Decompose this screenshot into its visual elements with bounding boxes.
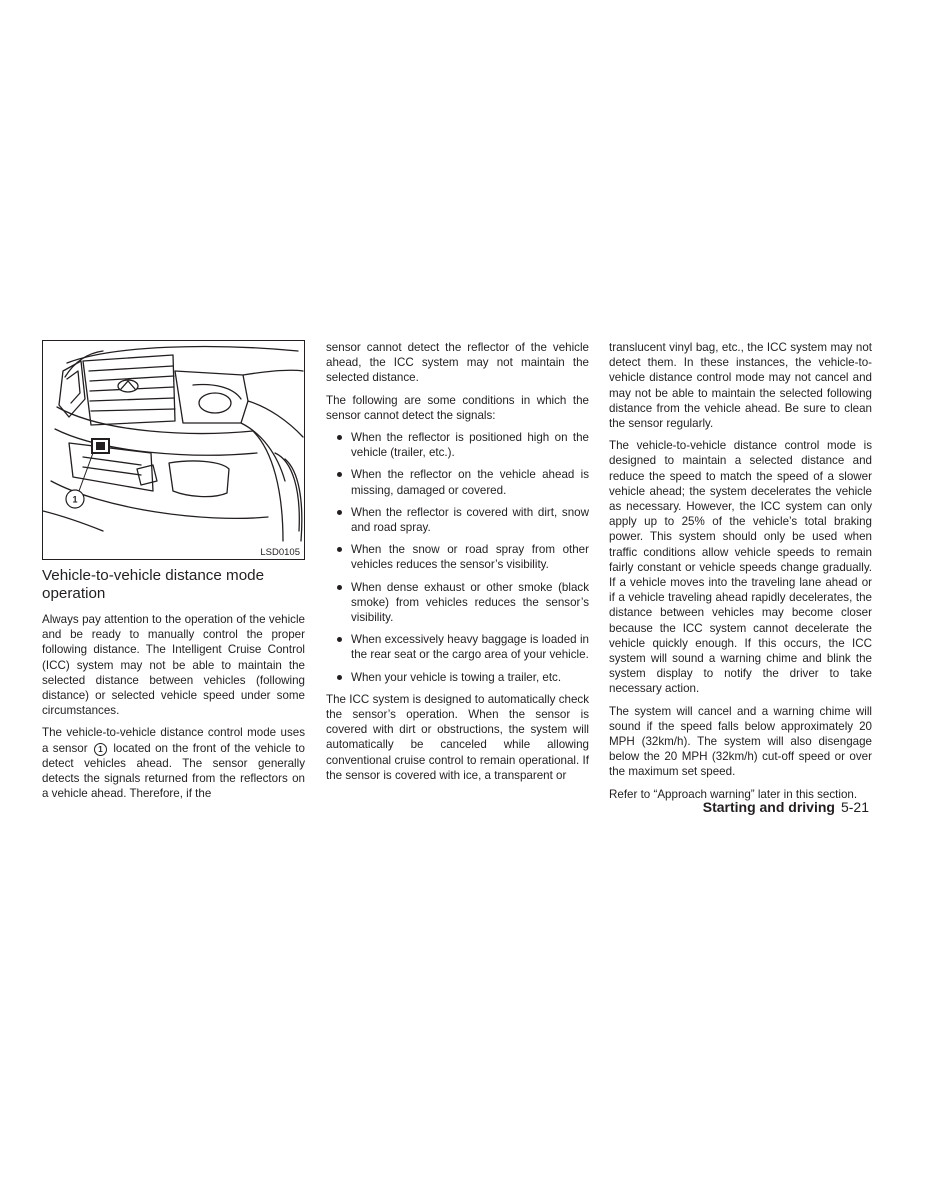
bullet-icon xyxy=(337,675,342,680)
middle-column xyxy=(326,340,589,790)
list-item: When your vehicle is towing a trailer, etc. xyxy=(326,670,589,685)
left-column xyxy=(42,340,305,808)
list-item: When dense exhaust or other smoke (black smoke) from vehicles reduces the sensor’s visibility. xyxy=(326,580,589,626)
page-footer xyxy=(703,798,869,816)
vehicle-front-sensor-illustration xyxy=(43,341,304,559)
sensor-text-before: The vehicle-to-vehicle distance control mode uses a sensor xyxy=(42,726,305,755)
conditions-list xyxy=(326,430,589,685)
paragraph-attention: Always pay attention to the operation of the vehicle and be ready to manually control the proper following distance. The Intelligent Cruise Control (ICC) system may not be able to maintain the selected distance between vehicles (following distance) or selected vehicle speed under some circumstances. xyxy=(42,613,305,718)
bullet-icon xyxy=(337,510,342,515)
bullet-icon xyxy=(337,637,342,642)
list-item: When excessively heavy baggage is loaded in the rear seat or the cargo area of your vehicle. xyxy=(326,632,589,662)
sensor-text-after: located on the front of the vehicle to detect vehicles ahead. The sensor generally detects the signals returned from the reflectors on a vehicle ahead. Therefore, if the xyxy=(42,741,305,801)
paragraph-vinyl-bag: translucent vinyl bag, etc., the ICC system may not detect them. In these instances, the vehicle-to-vehicle distance control mode may not cancel and may not be able to maintain the selected following distance from the vehicle ahead. Be sure to clean the sensor regularly. xyxy=(609,341,872,431)
paragraph-cancel: The system will cancel and a warning chime will sound if the speed falls below approximately 20 MPH (32km/h). The system will also disengage below the 20 MPH (32km/h) cut-off speed or over the maximum set speed. xyxy=(609,704,872,779)
figure-code: LSD0105 xyxy=(260,547,300,558)
page-number: 5-21 xyxy=(840,799,869,815)
callout-marker-1: 1 xyxy=(94,743,107,756)
paragraph-conditions-intro: The following are some conditions in which the sensor cannot detect the signals: xyxy=(326,393,589,422)
paragraph-distance-control: The vehicle-to-vehicle distance control mode is designed to maintain a selected distance and reduce the speed to match the speed of a slower vehicle ahead; the system decelerates the vehicle as necessary. However, the ICC system can only apply up to 25% of the vehicle’s total braking power. This system should only be used when traffic conditions allow vehicle speeds to remain fairly constant or vehicle speeds change gradually. If a vehicle moves into the traveling lane ahead or if a vehicle traveling ahead rapidly decelerates, the distance between vehicles may become closer because the ICC system cannot decelerate the vehicle quickly enough. If this occurs, the ICC system will sound a warning chime and blink the system display to notify the driver to take necessary action. xyxy=(609,439,872,696)
paragraph-reference: Refer to “Approach warning” later in this section. xyxy=(609,787,858,801)
paragraph-continuation: sensor cannot detect the reflector of the vehicle ahead, the ICC system may not maintain the selected distance. xyxy=(326,341,589,385)
right-column xyxy=(609,340,872,809)
figure-callout-1: 1 xyxy=(72,494,78,505)
list-item: When the snow or road spray from other vehicles reduces the sensor’s visibility. xyxy=(326,542,589,572)
sensor-figure xyxy=(42,340,305,560)
section-title: Vehicle-to-vehicle distance mode operation xyxy=(42,567,265,602)
list-item: When the reflector is covered with dirt, snow and road spray. xyxy=(326,505,589,535)
bullet-icon xyxy=(337,472,342,477)
bullet-icon xyxy=(337,435,342,440)
bullet-icon xyxy=(337,585,342,590)
list-item: When the reflector on the vehicle ahead is missing, damaged or covered. xyxy=(326,467,589,497)
paragraph-self-check: The ICC system is designed to automatically check the sensor’s operation. When the sensor is covered with dirt or obstructions, the system will automatically be canceled while allowing conventional cruise control to remain operational. If the sensor is covered with ice, a transparent or xyxy=(326,692,589,782)
list-item: When the reflector is positioned high on the vehicle (trailer, etc.). xyxy=(326,430,589,460)
bullet-icon xyxy=(337,547,342,552)
paragraph-sensor xyxy=(42,725,305,801)
footer-section-name: Starting and driving xyxy=(702,799,835,815)
